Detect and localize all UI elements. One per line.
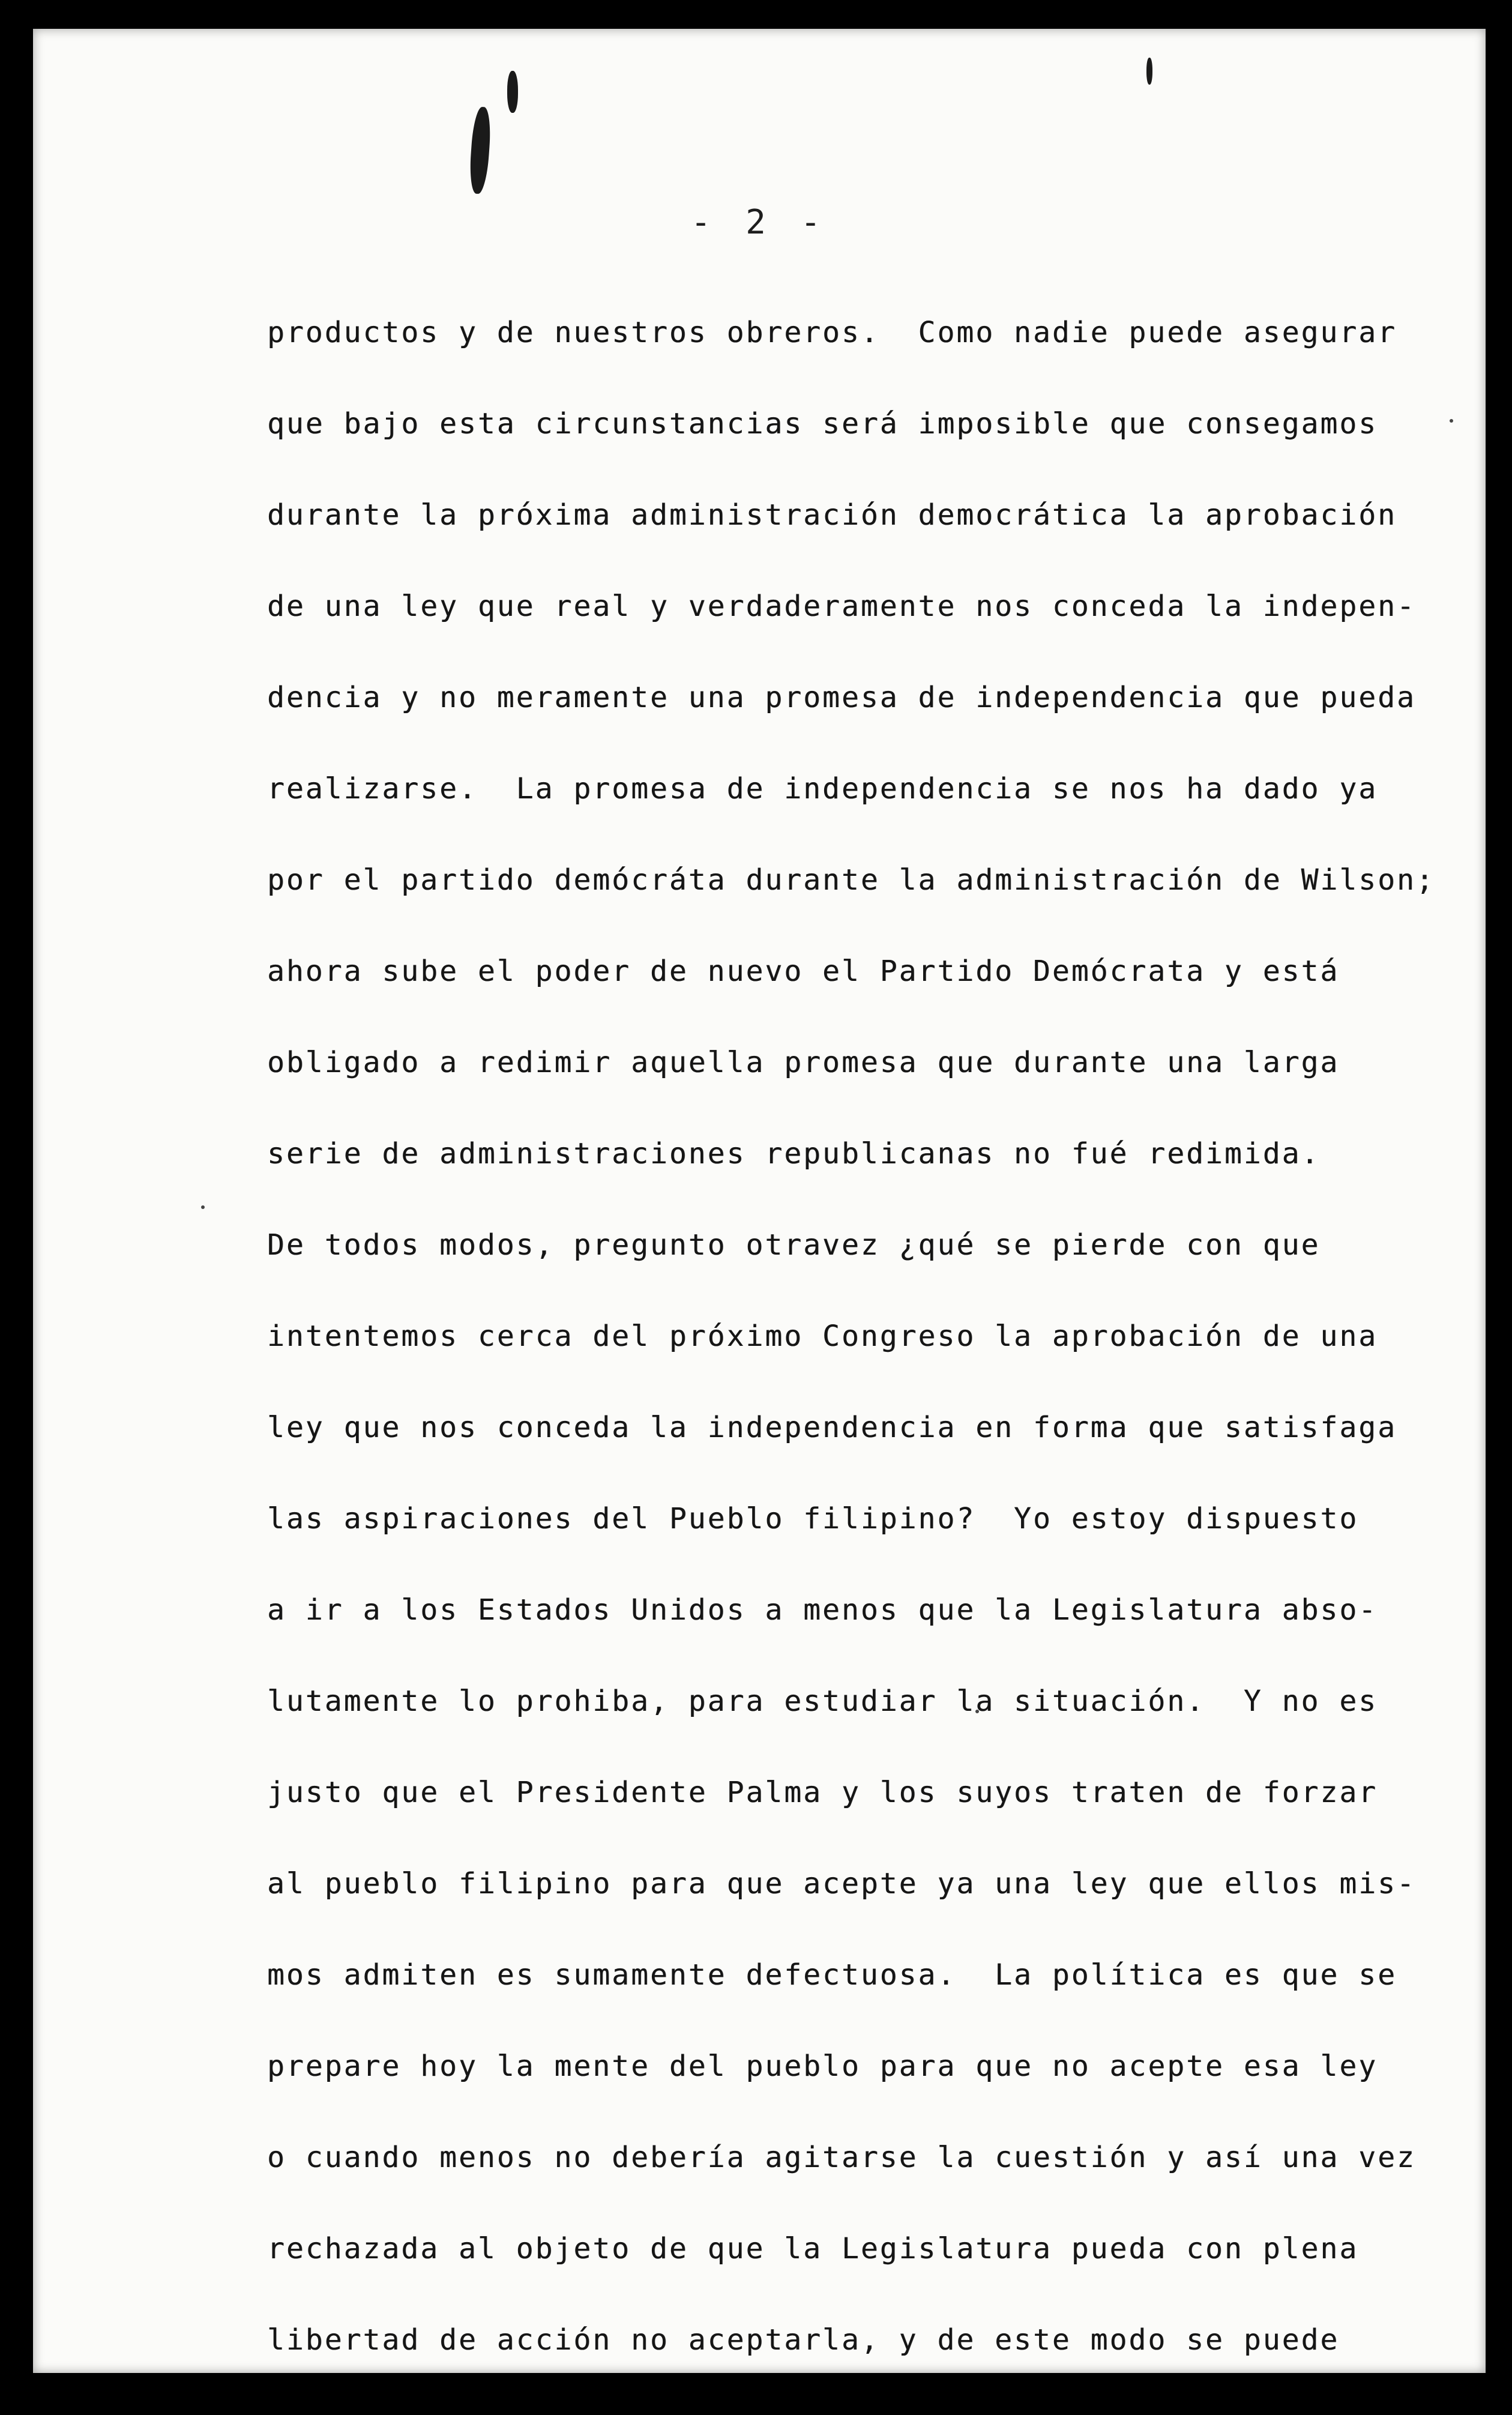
text-line: las aspiraciones del Pueblo filipino? Yo estoy dispuesto	[267, 1502, 1359, 1536]
text-line: De todos modos, pregunto otravez ¿qué se pierde con que	[267, 1228, 1321, 1262]
text-line: rechazada al objeto de que la Legislatura pueda con plena	[267, 2232, 1359, 2266]
text-line: obligado a redimir aquella promesa que durante una larga	[267, 1046, 1340, 1079]
ink-smudge	[468, 106, 492, 194]
paper-speck	[201, 1205, 205, 1209]
text-line: justo que el Presidente Palma y los suyos traten de forzar	[267, 1776, 1378, 1809]
document-page	[33, 29, 1486, 2373]
text-line: dencia y no meramente una promesa de independencia que pueda	[267, 681, 1416, 714]
page-number: - 2 -	[690, 203, 828, 242]
text-line: productos y de nuestros obreros. Como nadie puede asegurar	[267, 316, 1397, 349]
text-line: libertad de acción no aceptarla, y de este modo se puede	[267, 2323, 1340, 2357]
text-line: serie de administraciones republicanas no fué redimida.	[267, 1137, 1321, 1171]
text-line: mos admiten es sumamente defectuosa. La política es que se	[267, 1958, 1397, 1992]
text-line: de una ley que real y verdaderamente nos conceda la indepen-	[267, 589, 1416, 623]
text-line: ahora sube el poder de nuevo el Partido Demócrata y está	[267, 954, 1340, 988]
text-line: o cuando menos no debería agitarse la cuestión y así una vez	[267, 2141, 1416, 2174]
text-line: durante la próxima administración democrática la aprobación	[267, 498, 1397, 532]
ink-smudge	[1146, 58, 1152, 85]
text-line: ley que nos conceda la independencia en forma que satisfaga	[267, 1411, 1397, 1444]
text-line: realizarse. La promesa de independencia se nos ha dado ya	[267, 772, 1378, 806]
text-line: a ir a los Estados Unidos a menos que la Legislatura abso-	[267, 1593, 1378, 1627]
paper-speck	[1450, 419, 1453, 423]
text-line: lutamente lo prohiba, para estudiar la situación. Y no es	[267, 1684, 1378, 1718]
typed-text-body	[267, 311, 1438, 2410]
text-line: intentemos cerca del próximo Congreso la aprobación de una	[267, 1319, 1378, 1353]
text-line: por el partido demócráta durante la administración de Wilson;	[267, 863, 1435, 897]
ink-smudge	[507, 71, 518, 113]
text-line: al pueblo filipino para que acepte ya una ley que ellos mis-	[267, 1867, 1416, 1901]
text-line: que bajo esta circunstancias será imposible que consegamos	[267, 407, 1378, 441]
text-line: prepare hoy la mente del pueblo para que no acepte esa ley	[267, 2049, 1378, 2083]
